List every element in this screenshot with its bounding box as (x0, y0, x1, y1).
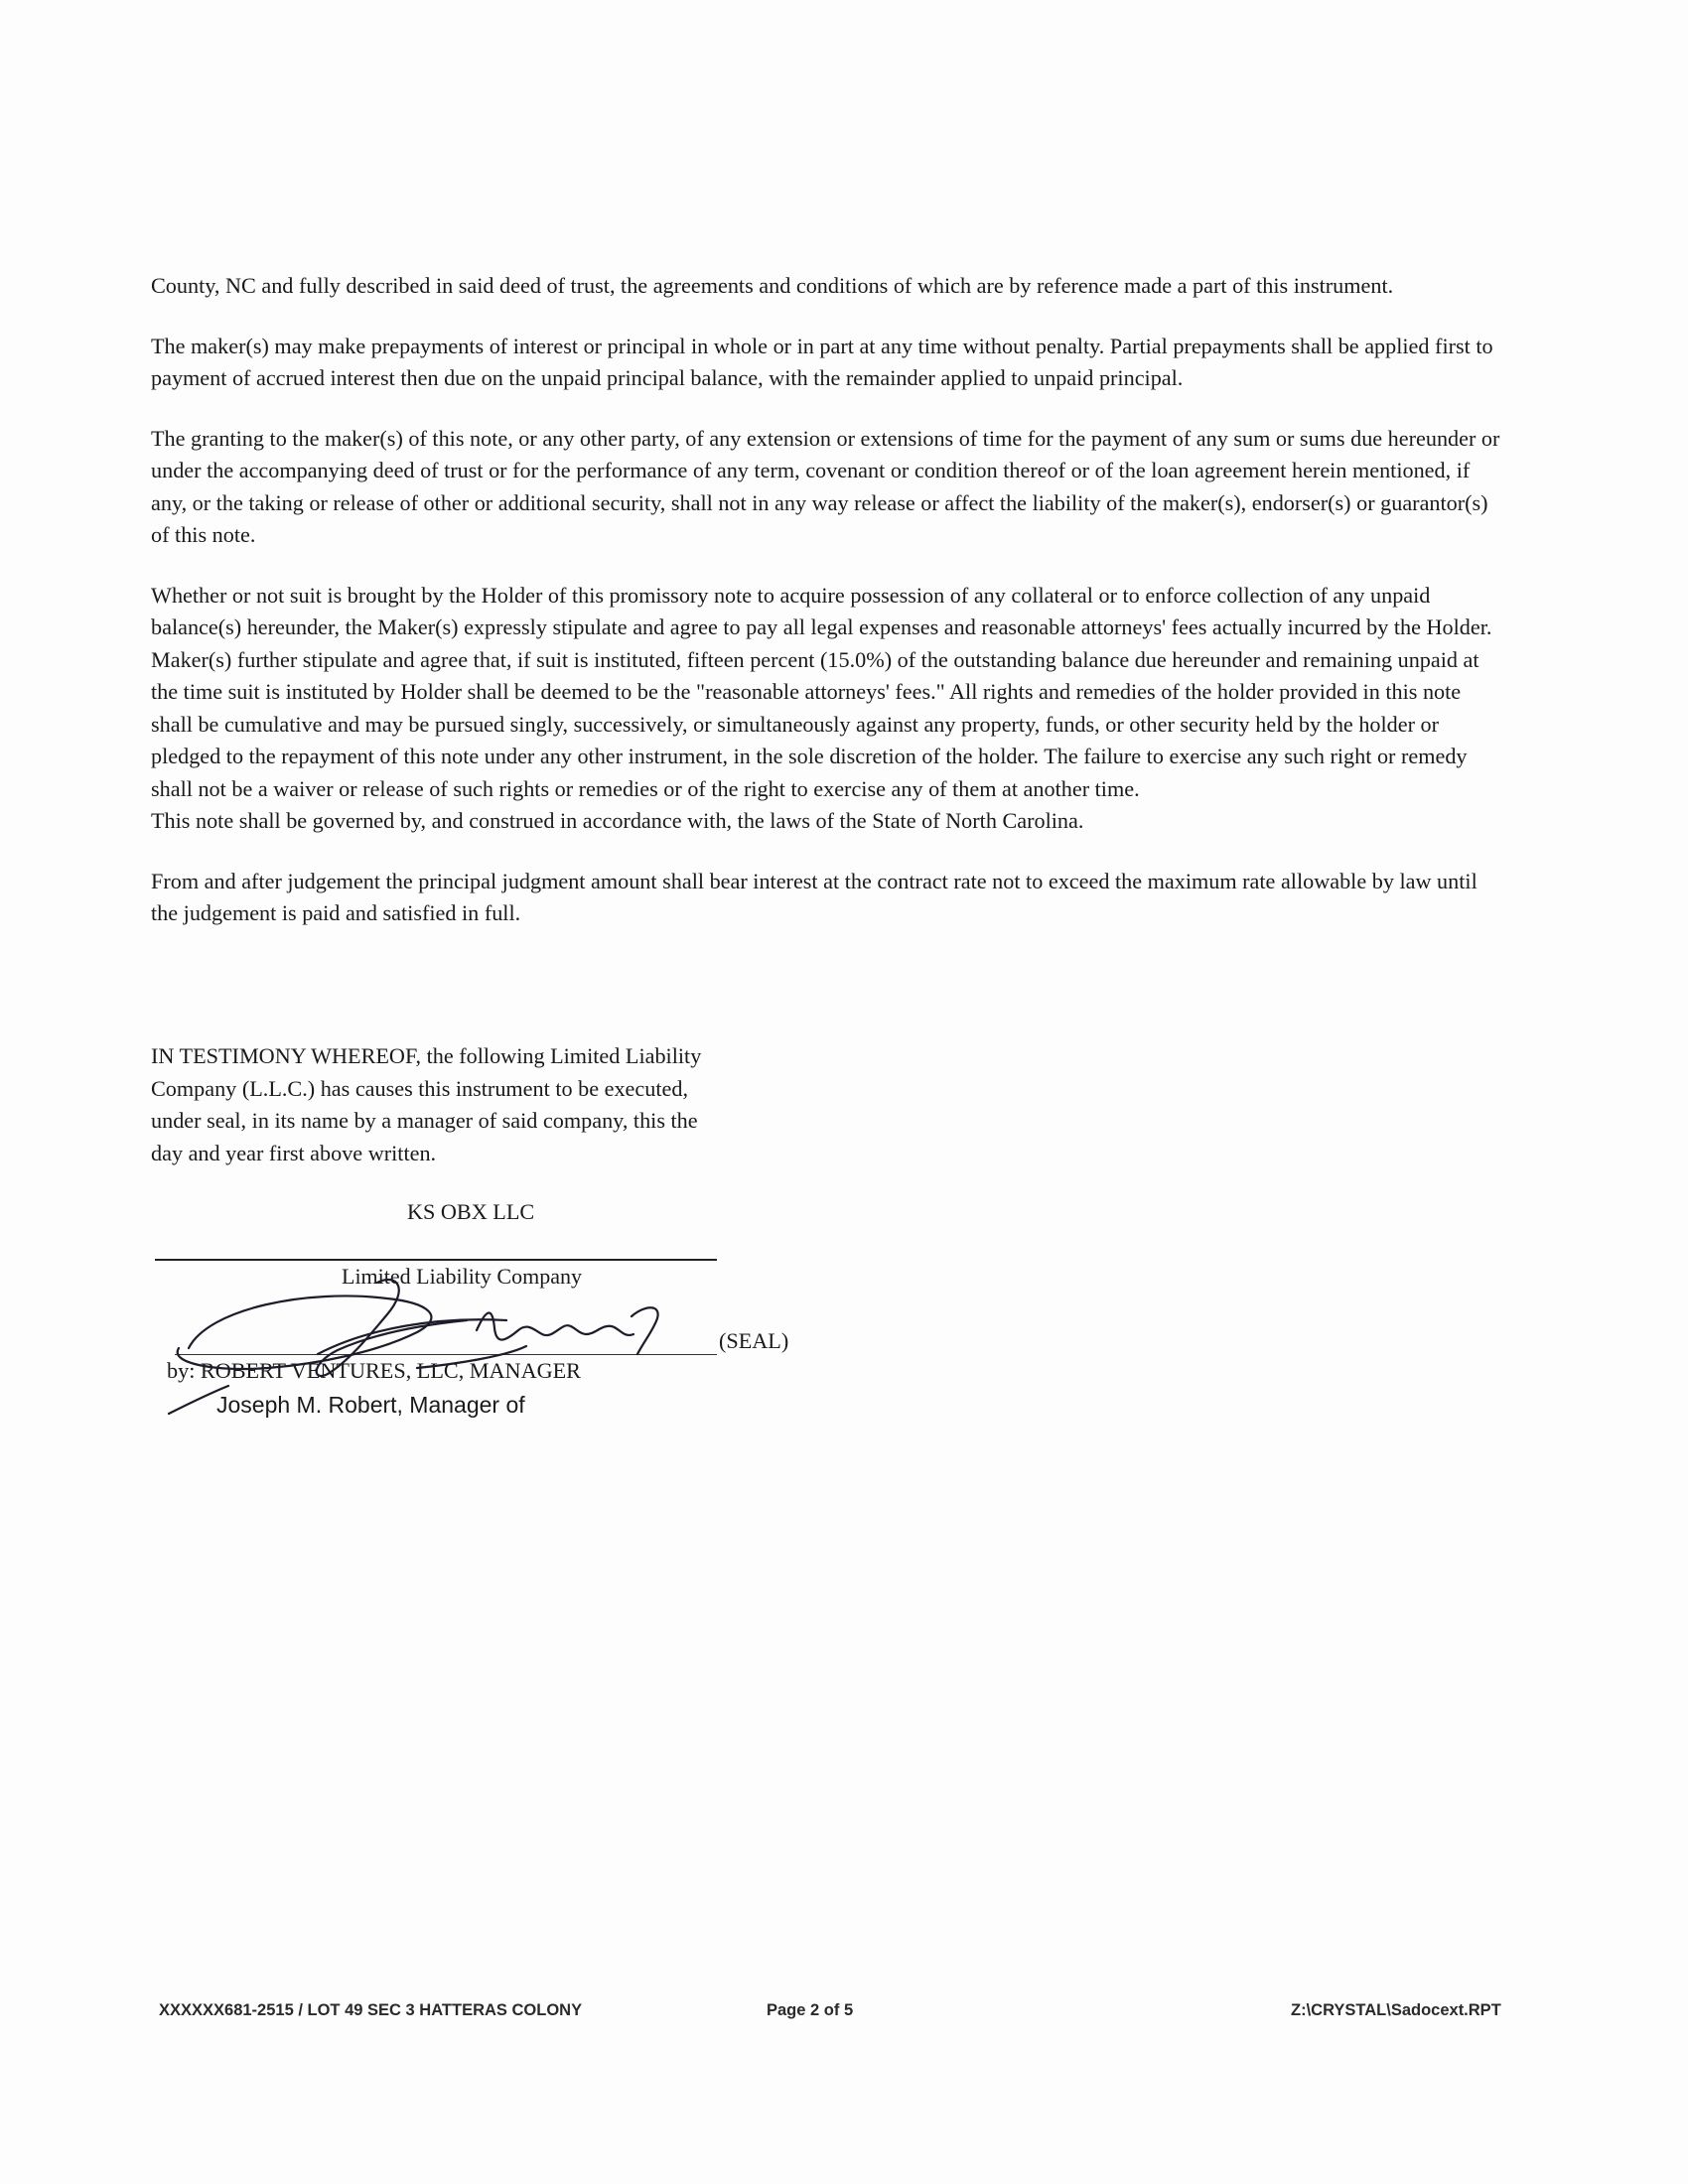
company-name: KS OBX LLC (407, 1199, 535, 1224)
company-type-label: Limited Liability Company (342, 1264, 582, 1289)
footer-document-reference: XXXXXX681-2515 / LOT 49 SEC 3 HATTERAS COLONY (159, 2001, 583, 2019)
manager-signature-line (175, 1354, 717, 1355)
testimony-line: day and year first above written. (151, 1140, 437, 1165)
paragraph-governing-law: This note shall be governed by, and construed in accordance with, the laws of the State of North Carolina. (151, 808, 1084, 833)
footer-page-number: Page 2 of 5 (767, 2001, 854, 2019)
paragraph-attorneys-fees: Whether or not suit is brought by the Holder of this promissory note to acquire possession of any collateral or to enforce collection of any unpaid balance(s) hereunder, the Maker(s) expressly stipulate and agree to pay all legal expenses and reasonable attorneys' fees actually incurred by the Holder. Maker(s) further stipulate and agree that, if suit is instituted, fifteen percent (15.0%) of the outstanding balance due hereunder and remaining unpaid at the time suit is instituted by Holder shall be deemed to be the "reasonable attorneys' fees." All rights and remedies of the holder provided in this note shall be cumulative and may be pursued singly, successively, or simultaneously against any property, funds, or other security held by the holder or pledged to the repayment of this note under any other instrument, in the sole discretion of the holder. The failure to exercise any such right or remedy shall not be a waiver or release of such rights or remedies or of the right to exercise any of them at another time. (151, 582, 1492, 801)
document-body (151, 270, 1501, 958)
testimony-line: Company (L.L.C.) has causes this instrument to be executed, (151, 1075, 689, 1101)
manager-by-line: by: ROBERT VENTURES, LLC, MANAGER (167, 1358, 581, 1383)
paragraph-prepayments: The maker(s) may make prepayments of interest or principal in whole or in part at any time without penalty. Partial prepayments shall be applied first to payment of accrued interest then due on the unpaid principal balance, with the remainder applied to unpaid principal. (151, 333, 1493, 390)
seal-label: (SEAL) (719, 1328, 789, 1353)
paragraph-extensions: The granting to the maker(s) of this note, or any other party, of any extension or extensions of time for the payment of any sum or sums due hereunder or under the accompanying deed of trust or for the performance of any term, covenant or condition thereof or of the loan agreement herein mentioned, if any, or the taking or release of other or additional security, shall not in any way release or affect the liability of the maker(s), endorser(s) or guarantor(s) of this note. (151, 425, 1500, 547)
company-signature-line (155, 1259, 717, 1261)
testimony-clause (151, 1040, 826, 1169)
signer-name-line: Joseph M. Robert, Manager of (216, 1392, 525, 1418)
footer-file-path: Z:\CRYSTAL\Sadocext.RPT (1291, 2001, 1501, 2019)
testimony-line: under seal, in its name by a manager of said company, this the (151, 1108, 698, 1133)
paragraph-deed-reference: County, NC and fully described in said deed of trust, the agreements and conditions of which are by reference made a part of this instrument. (151, 273, 1394, 298)
testimony-line: IN TESTIMONY WHEREOF, the following Limited Liability (151, 1043, 702, 1068)
paragraph-judgement-interest: From and after judgement the principal judgment amount shall bear interest at the contract rate not to exceed the maximum rate allowable by law until the judgement is paid and satisfied in full. (151, 868, 1477, 925)
